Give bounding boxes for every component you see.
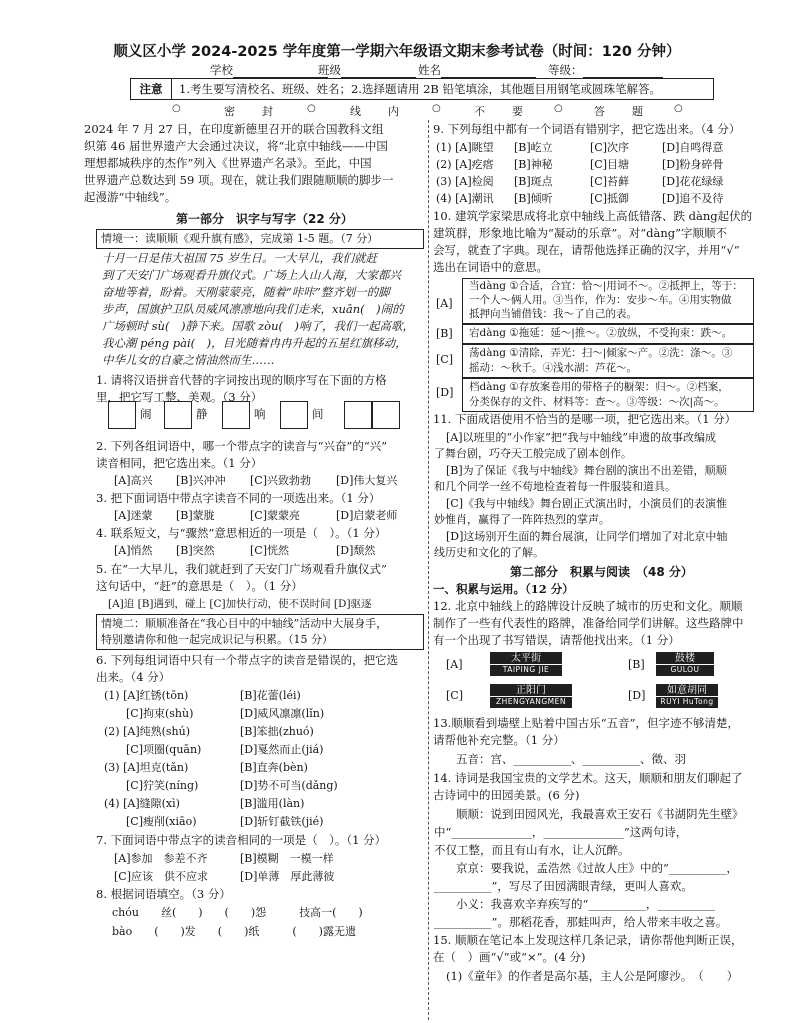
option[interactable]: [D]颓然 — [336, 544, 376, 557]
option[interactable]: [D]追不及待 — [662, 192, 724, 205]
option[interactable]: [C]应该 供不应求 — [114, 870, 208, 883]
option[interactable]: [D]启蒙老师 — [336, 509, 398, 522]
option[interactable]: [B]为了保证《我与中轴线》舞台剧的演出不出差错，顺顺 — [446, 464, 727, 477]
fill-blank[interactable]: 京京：要我说，孟浩然《过故人庄》中的“__________， — [456, 861, 738, 875]
option[interactable]: [B]倾听 — [514, 192, 553, 205]
exam-page: 顺义区小学 2024-2025 学年度第一学期六年级语文期末参考试卷（时间：120 分钟） 学校 班级 姓名 等级： 注意 1.考生要写清校名、班级、姓名；2.选择题请用 2B 铅笔填涂，其他题目用钢笔或圆珠笔解答。 ○ 密 封 ○ 线 内 ○ 不 要 ○ 答 题 ○ 2024 年 7 月 27 日，在印度新德里召开的联合国教科文组 织第 46 届世界遗产大会通过决议，将“北京中轴线——中国 理想都城秩序的杰作”列入《世界遗产名录》。至此，中国 世界遗产总数达到 59 项。现在，就让我们跟随顺顺的脚步一 起漫游“中轴线”。 第一部分 识字与写字（22 分） 情境一：读顺顺《观升旗有感》，完成第 1-5 题。（7 分） 十月一日是伟大祖国 75 岁生日。一大早儿，我们就赶 到了天安门广场观看升旗仪式。广场上人山人海，大家都兴 奋地等着，盼着。天刚蒙蒙亮，随着“咔咔”整齐划一的脚 步声，国旗护卫队员威风凛凛地向我们走来，xuān( )闹的 广场顿时 sù( )静下来。国歌 zòu( )响了，我们一起高歌， 我心潮 péng pài( )，目光随着冉冉升起的五星红旗移动， 中华儿女的自豪之情油然而生…… 1. 请将汉语拼音代替的字词按出现的顺序写在下面的方格 里，把它写工整、美观。（3 分） 闹 静 响 间 2. 下列各组词语中，哪一个带点字的读音与“兴奋”的“兴” 读音相同，把它选出来。（1 分） [A]高兴 [B]兴冲冲 [C]兴致勃勃 [D]伟大复兴 3. 把下面词语中带点字读音不同的一项选出来。（1 分） [A]迷蒙 [B]蒙胧 [C]蒙蒙亮 [D]启蒙老师 4. 联系短文，与“骤然”意思相近的一项是（ ）。（1 分） [A]悄然 [B]突然 [C]恍然 [D]颓然 5. 在“一大早儿，我们就赶到了天安门广场观看升旗仪式” 这句话中，“赶”的意思是（ ）。（1 分） [A]追 [B]遇到，碰上 [C]加快行动，使不误时间 [D]驱逐 情境二：顺顺准备在“我心目中的中轴线”活动中大展身手， 特别邀请你和他一起完成识记与积累。（15 分） 6. 下列每组词语中只有一个带点字的读音是错误的，把它选 出来。（4 分） (1) [A]红锈(tōn) [B]花蕾(léi) [C]拘束(shù) [D]威风凛凛(lǐn) (2) [A]纯熟(shú) [B]笨拙(zhuó) [C]项圈(quān) [D]戛然而止(jiá) (3) [A]坦克(tǎn) [B]直奔(bèn) [C]狞笑(níng) [D]势不可当(dǎng) (4) [A]缝隙(xì) [B]滥用(làn) [C]瘦削(xiāo) [D]斩钉截铁(jié) 7. 下面词语中带点字的读音相同的一项是（ ）。（1 分） [A]参加 参差不齐 [B]模糊 一模一样 [C]应该 供不应求 [D]单薄 厚此薄彼 8. 根据词语填空。（3 分） chóu 丝( ) ( )怨 技高一( ) bào ( )发 ( )纸 ( )露无遗 9. 下列每组中都有一个词语有错别字，把它选出来。（4 分） (1) [A]眺望 [B]屹立 [C]次序 [D]自鸣得意 (2) [A]疙瘩 [B]神秘 [C]目塘 [D]粉身碎骨 (3) [A]检阅 [B]斑点 [C]苔藓 [D]花花绿绿 (4) [A]潮讯 [B]倾听 [C]抵御 [D]追不及待 10. 建筑学家梁思成将北京中轴线上高低错落、跌 dàng起伏的 建筑群，形象地比喻为“凝动的乐章”。对“dàng”字顺顺不 会写，就查了字典。现在，请帮他选择正确的汉字，并用“√” 选出在词语中的意思。 [A] 当dàng ①合适，合宜：恰～|用词不～。②抵押上，等于： 一个人～俩人用。③当作，作为：安步～车。④用实物做 抵押向当铺借钱：我～了自己的表。 [B] 宕dàng ①拖延：延～|推～。②放纵，不受拘束：跌～。 [C] 荡dàng ①清除，弄光：扫～|倾家～产。②洗：涤～。③ 摇动：～秋千。④浅水湖：芦花～。 [D] 档dàng ①存放案卷用的带格子的橱架：归～。②档案， 分类保存的文件、材料等：查～。③等级：～次|高～。 11. 下面成语使用不恰当的是哪一项，把它选出来。（1 分） [A]以班里的“小作家”把“我与中轴线”申遗的故事改编成 了舞台剧，巧夺天工般完成了剧本创作。 [B]为了保证《我与中轴线》舞台剧的演出不出差错，顺顺 和几个同学一丝不苟地检查着每一件服装和道具。 [C]《我与中轴线》舞台剧正式演出时，小演员们的表演惟 妙惟肖，赢得了一阵阵热烈的掌声。 [D]这场别开生面的舞台展演，让同学们增加了对北京中轴 线历史和文化的了解。 第二部分 积累与阅读 （48 分） 一、积累与运用。（12 分） 12. 北京中轴线上的路牌设计反映了城市的历史和文化。顺顺 制作了一些有代表性的路牌，准备给同学们讲解。这些路牌中 有一个出现了书写错误，请帮他找出来。（1 分） [A] 太平街 TAIPING JIE [B] 鼓楼 GULOU [C] 正阳门 ZHENGYANGMEN [D] 如意胡同 RUYI HuTong 13.顺顺看到墙壁上贴着中国古乐“五音”，但字迹不够清楚， 请帮他补充完整。（1 分） 五音：宫、__________、__________、徵、羽 14. 诗词是我国宝贵的文学艺术。这天，顺顺和朋友们聊起了 古诗词中的田园美景。(6 分) 顺顺：说到田园风光，我最喜欢王安石《书湖阴先生壁》 中“______________，______________”这两句诗， 不仅工整，而且有山有水，让人沉醉。 京京：要我说，孟浩然《过故人庄》中的“__________， __________”，写尽了田园满眼青绿，更叫人喜欢。 小义：我喜欢辛弃疾写的“__________，__________ __________”。那稻花香，那蛙叫声，给人带来丰收之喜。 15. 顺顺在笔记本上发现这样几条记录，请你帮他判断正误， 在（ ）画“√”或“×”。(4 分) (1)《童年》的作者是高尔基，主人公是阿廖沙。 （ ） — [0, 0, 794, 1023]
option[interactable]: [C]恍然 — [250, 544, 289, 557]
option-row[interactable]: [A]追 [B]遇到，碰上 [C]加快行动，使不误时间 [D]驱逐 — [108, 598, 372, 610]
name-field: 姓名 — [418, 62, 536, 78]
option[interactable]: [B]蒙胧 — [176, 509, 215, 522]
option[interactable]: [B]笨拙(zhuó) — [240, 725, 314, 738]
option[interactable]: [B]直奔(bèn) — [240, 761, 308, 774]
street-sign: 如意胡同 RUYI HuTong — [656, 684, 718, 708]
option[interactable]: [D]威风凛凛(lǐn) — [240, 707, 325, 720]
street-sign: 正阳门 ZHENGYANGMEN — [490, 684, 572, 708]
option[interactable]: [B]花蕾(léi) — [240, 689, 301, 702]
option-label[interactable]: [A] — [446, 658, 463, 671]
option[interactable]: [C]拘束(shù) — [126, 707, 194, 720]
option[interactable]: [A]悄然 — [114, 544, 153, 557]
option[interactable]: [D]粉身碎骨 — [662, 158, 724, 171]
dictionary-entry: 宕dàng ①拖延：延～|推～。②放纵，不受拘束：跌～。 — [462, 324, 754, 344]
option[interactable]: [C]苔藓 — [590, 175, 629, 188]
option[interactable]: (3) [A]检阅 — [436, 175, 494, 188]
option[interactable]: [B]滥用(làn) — [240, 797, 305, 810]
option[interactable]: [C]项圈(quān) — [126, 743, 202, 756]
option[interactable]: [C]次序 — [590, 141, 629, 154]
option[interactable]: [C]狞笑(níng) — [126, 779, 199, 792]
option[interactable]: [D]自鸣得意 — [662, 141, 724, 154]
fill-blank[interactable]: __________”。那稻花香，那蛙叫声，给人带来丰收之喜。 — [434, 915, 728, 929]
option[interactable]: (2) [A]疙瘩 — [436, 158, 494, 171]
dictionary-entry: 档dàng ①存放案卷用的带格子的橱架：归～。②档案， 分类保存的文件、材料等：查～。③等级：～次|高～。 — [462, 378, 754, 412]
option-label[interactable]: [D] — [628, 689, 646, 702]
exam-title: 顺义区小学 2024-2025 学年度第一学期六年级语文期末参考试卷（时间：120 分钟） — [113, 44, 681, 60]
class-field: 班级 — [318, 62, 416, 78]
option-label[interactable]: [B] — [436, 327, 453, 340]
column-divider — [428, 120, 429, 1020]
dictionary-entry: 荡dàng ①清除，弄光：扫～|倾家～产。②洗：涤～。③ 摇动：～秋千。④浅水湖：芦花～。 — [462, 344, 754, 378]
answer-box[interactable] — [344, 401, 372, 429]
option[interactable]: [B]神秘 — [514, 158, 553, 171]
option[interactable]: [C]瘦削(xiāo) — [126, 815, 197, 828]
fill-blank[interactable]: 小义：我喜欢辛弃疾写的“__________，__________ — [456, 897, 715, 911]
option-label[interactable]: [B] — [628, 658, 645, 671]
option[interactable]: [D]花花绿绿 — [662, 175, 724, 188]
option[interactable]: [C]抵御 — [590, 192, 629, 205]
scene2-box: 情境二：顺顺准备在“我心目中的中轴线”活动中大展身手， 特别邀请你和他一起完成识记与积累。（15 分） — [96, 614, 424, 650]
notice-text: 1.考生要写清校名、班级、姓名；2.选择题请用 2B 铅笔填涂，其他题目用钢笔或圆珠笔解答。 — [179, 82, 662, 96]
judge-item[interactable]: (1)《童年》的作者是高尔基，主人公是阿廖沙。 （ ） — [446, 969, 739, 983]
option[interactable]: [D]单薄 厚此薄彼 — [240, 870, 335, 883]
notice-label: 注意 — [131, 79, 172, 99]
option[interactable]: [B]模糊 一模一样 — [240, 852, 334, 865]
option[interactable]: [C]蒙蒙亮 — [250, 509, 300, 522]
option[interactable]: [D]戛然而止(jiá) — [240, 743, 324, 756]
option[interactable]: [D]伟大复兴 — [336, 474, 398, 487]
option[interactable]: [B]屹立 — [514, 141, 553, 154]
option[interactable]: (1) [A]红锈(tōn) — [104, 689, 189, 702]
part2-title: 第二部分 积累与阅读 （48 分） — [510, 565, 693, 579]
option[interactable]: [A]以班里的“小作家”把“我与中轴线”申遗的故事改编成 — [446, 431, 717, 444]
option[interactable]: [A]迷蒙 — [114, 509, 153, 522]
option[interactable]: (3) [A]坦克(tǎn) — [104, 761, 189, 774]
option-label[interactable]: [D] — [436, 386, 454, 399]
grid-char: 闹 — [140, 407, 152, 421]
part1-title: 第一部分 识字与写字（22 分） — [176, 212, 353, 226]
option[interactable]: [D]斩钉截铁(jié) — [240, 815, 324, 828]
option[interactable]: [B]斑点 — [514, 175, 553, 188]
grid-char: 间 — [312, 407, 324, 421]
option[interactable]: [C]目塘 — [590, 158, 629, 171]
answer-box[interactable] — [108, 401, 136, 429]
option[interactable]: [C]兴致勃勃 — [250, 474, 311, 487]
fill-blank[interactable]: 中“______________，______________”这两句诗， — [434, 825, 688, 839]
notice-box — [130, 78, 714, 100]
seal-line: ○ 密 封 ○ 线 内 ○ 不 要 ○ 答 题 ○ — [172, 103, 683, 118]
option[interactable]: [C]《我与中轴线》舞台剧正式演出时，小演员们的表演惟 — [446, 497, 727, 510]
option[interactable]: [A]高兴 — [114, 474, 153, 487]
section-1-title: 一、积累与运用。（12 分） — [433, 582, 574, 596]
option[interactable]: [B]兴冲冲 — [176, 474, 226, 487]
answer-box[interactable] — [280, 401, 308, 429]
option[interactable]: [B]突然 — [176, 544, 215, 557]
answer-box[interactable] — [372, 401, 400, 429]
option[interactable]: [A]参加 参差不齐 — [114, 852, 208, 865]
grid-char: 静 — [196, 407, 208, 421]
option[interactable]: [D]这场别开生面的舞台展演，让同学们增加了对北京中轴 — [446, 530, 728, 543]
option[interactable]: (4) [A]潮讯 — [436, 192, 494, 205]
grade-field: 等级： — [548, 62, 663, 78]
school-field: 学校 — [210, 62, 328, 78]
fill-blank[interactable]: __________”，写尽了田园满眼青绿，更叫人喜欢。 — [434, 879, 693, 893]
option[interactable]: [D]势不可当(dǎng) — [240, 779, 338, 792]
fill-blank[interactable]: 五音：宫、__________、__________、徵、羽 — [456, 752, 686, 766]
grid-char: 响 — [254, 407, 266, 421]
scene1-box: 情境一：读顺顺《观升旗有感》，完成第 1-5 题。（7 分） — [96, 229, 424, 249]
fill-row[interactable]: chóu 丝( ) ( )怨 技高一( ) — [112, 906, 363, 919]
answer-box[interactable] — [164, 401, 192, 429]
option[interactable]: (2) [A]纯熟(shú) — [104, 725, 191, 738]
dictionary-entry: 当dàng ①合适，合宜：恰～|用词不～。②抵押上，等于： 一个人～俩人用。③当作，作为：安步～车。④用实物做 抵押向当铺借钱：我～了自己的表。 — [462, 278, 754, 324]
fill-row[interactable]: bào ( )发 ( )纸 ( )露无遗 — [112, 925, 356, 938]
option-label[interactable]: [A] — [436, 297, 453, 310]
option-label[interactable]: [C] — [446, 689, 463, 702]
street-sign: 太平街 TAIPING JIE — [490, 652, 562, 676]
option-label[interactable]: [C] — [436, 353, 453, 366]
answer-box[interactable] — [222, 401, 250, 429]
option[interactable]: (1) [A]眺望 — [436, 141, 494, 154]
street-sign: 鼓楼 GULOU — [656, 652, 714, 676]
option[interactable]: (4) [A]缝隙(xì) — [104, 797, 180, 810]
